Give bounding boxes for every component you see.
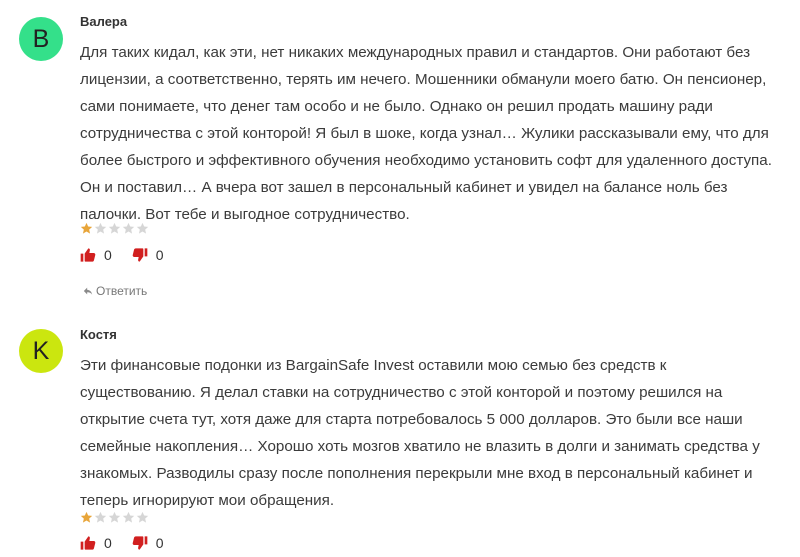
comment-text: Для таких кидал, как эти, нет никаких международных правил и стандартов. Они работают без лицензии, а соответственно, терять им нечего. Мошенники обманули моего батю. Он пенсионер, сами понимаете, что денег там особо и не было. Однако он решил продать машину ради сотрудничества с этой конторой! Я был в шоке, когда узнал… Жулики рассказывали ему, что для более быстрого и эффективного обучения необходимо установить софт для удаленного доступа. Он и поставил… А вчера вот зашел в персональный кабинет и увидел на балансе ноль без палочки. Вот тебе и выгодное сотрудничество. [80,44,772,223]
star-rating [80,511,149,524]
star-empty-icon [136,222,149,235]
avatar: K [19,329,63,373]
vote-bar [80,535,164,551]
dislike-count: 0 [155,247,164,263]
reply-button[interactable] [83,284,147,298]
comment-text: Эти финансовые подонки из BargainSafe Invest оставили мою семью без средств к существованию. Я делал ставки на сотрудничество с этой конторой и поэтому решился на открытие счета тут, хотя даже для старта потребовалось 5 000 долларов. Это были все наши семейные накопления… Хорошо хоть мозгов хватило не влазить в долги и занимать средства у знакомых. Разводилы сразу после пополнения перекрыли мне вход в персональный кабинет и теперь игнорируют мои обращения. [80,357,760,509]
comment-author: Валера [80,14,128,29]
star-filled-icon [80,511,93,524]
star-empty-icon [108,511,121,524]
star-empty-icon [122,511,135,524]
dislike-count: 0 [155,535,164,551]
star-empty-icon [94,222,107,235]
star-empty-icon [94,511,107,524]
star-rating [80,222,149,235]
reply-arrow-icon [83,286,93,296]
like-button[interactable] [80,535,112,551]
comment-author: Костя [80,327,117,342]
star-empty-icon [122,222,135,235]
dislike-button[interactable] [132,535,164,551]
avatar: B [19,17,63,61]
dislike-button[interactable] [132,247,164,263]
thumbs-down-icon [132,247,148,263]
star-empty-icon [108,222,121,235]
like-button[interactable] [80,247,112,263]
reply-label: Ответить [96,284,148,298]
star-filled-icon [80,222,93,235]
like-count: 0 [104,247,112,263]
star-empty-icon [136,511,149,524]
vote-bar [80,247,164,263]
thumbs-up-icon [80,247,96,263]
like-count: 0 [104,535,112,551]
thumbs-down-icon [132,535,148,551]
thumbs-up-icon [80,535,96,551]
